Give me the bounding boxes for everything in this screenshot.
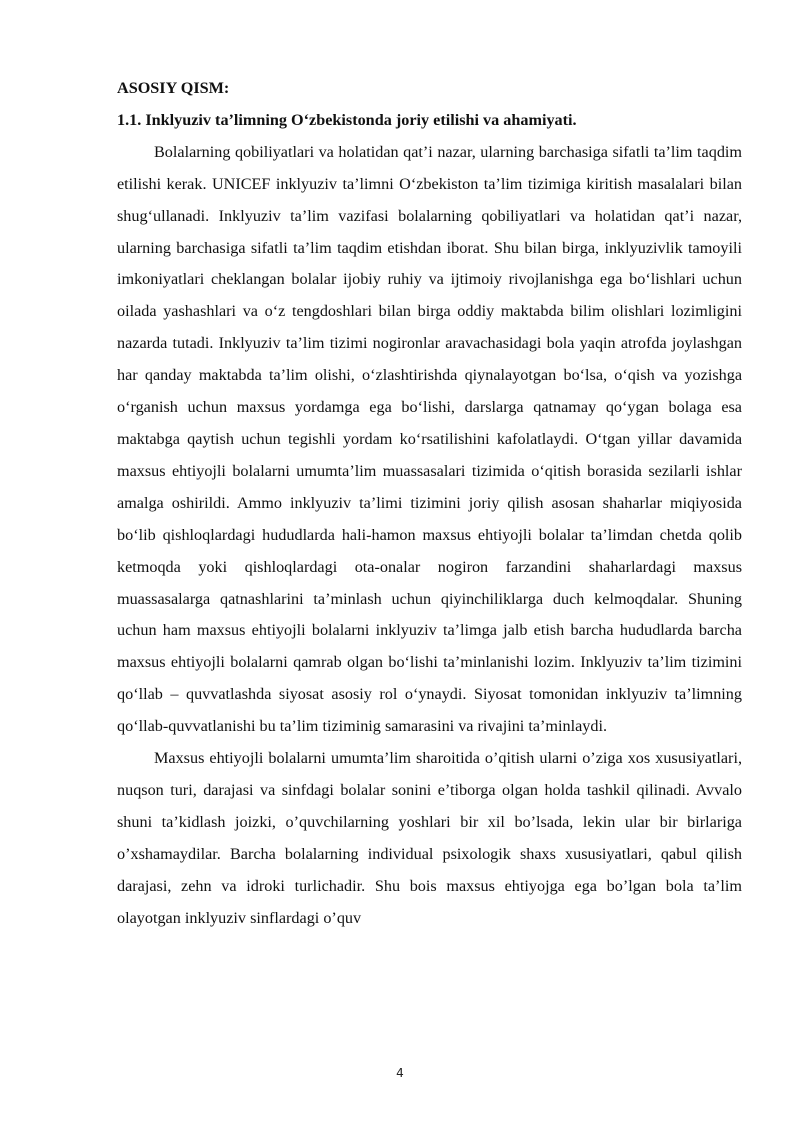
page-number: 4: [396, 1066, 404, 1080]
body-paragraph-1: Bolalarning qobiliyatlari va holatidan qat’i nazar, ularning barchasiga sifatli ta’lim taqdim etilishi kerak. UNICEF inklyuziv ta’limni O‘zbekiston ta’lim tizimiga kiritish masalalari bilan shug‘ullanadi. Inklyuziv ta’lim vazifasi bolalarning qobiliyatlari va holatidan qat’i nazar, ularning barchasiga sifatli ta’lim taqdim etishdan iborat. Shu bilan birga, inklyuzivlik tamoyili imkoniyatlari cheklangan bolalar ijobiy ruhiy va ijtimoiy rivojlanishga ega bo‘lishlari uchun oilada yashashlari va o‘z tengdoshlari bilan birga oddiy maktabda bilim olishlari lozimligini nazarda tutadi. Inklyuziv ta’lim tizimi nogironlar aravachasidagi bola yaqin atrofda joylashgan har qanday maktabda ta’lim olishi, o‘zlashtirishda qiynalayotgan bo‘lsa, o‘qish va yozishga o‘rganish uchun maxsus yordamga ega bo‘lishi, darslarga qatnamay qo‘ygan bolaga esa maktabga qaytish uchun tegishli yordam ko‘rsatilishini kafolatlaydi. O‘tgan yillar davamida maxsus ehtiyojli bolalarni umumta’lim muassasalari tizimida o‘qitish borasida sezilarli ishlar amalga oshirildi. Ammo inklyuziv ta’limi tizimini joriy qilish asosan shaharlar miqiyosida bo‘lib qishloqlardagi hududlarda hali-hamon maxsus ehtiyojli bolalar ta’limdan chetda qolib ketmoqda yoki qishloqlardagi ota-onalar nogiron farzandini shaharlardagi maxsus muassasalarga qatnashlarini ta’minlash uchun qiyinchiliklarga duch kelmoqdalar. Shuning uchun ham maxsus ehtiyojli bolalarni inklyuziv ta’limga jalb etish barcha hududlarda barcha maxsus ehtiyojli bolalarni qamrab olgan bo‘lishi ta’minlanishi lozim. Inklyuziv ta’lim tizimini qo‘llab – quvvatlashda siyosat asosiy rol o‘ynaydi. Siyosat tomonidan inklyuziv ta’limning qo‘llab-quvvatlanishi bu ta’lim tiziminig samarasini va rivajini ta’minlaydi.: [117, 142, 742, 736]
body-paragraph-2: Maxsus ehtiyojli bolalarni umumta’lim sharoitida o’qitish ularni o’ziga xos xususiyatlari, nuqson turi, darajasi va sinfdagi bolalar sonini e’tiborga olgan holda tashkil qilinadi. Avvalo shuni ta’kidlash joizki, o’quvchilarning yoshlari bir xil bo’lsada, lekin ular bir birlariga o’xshamaydilar. Barcha bolalarning individual psixologik shaxs xususiyatlari, qabul qilish darajasi, zehn va idroki turlichadir. Shu bois maxsus ehtiyojga ega bo’lgan bola ta’lim olayotgan inklyuziv sinflardagi o’quv: [117, 749, 742, 927]
section-title: ASOSIY QISM:: [117, 79, 230, 97]
document-page: [117, 73, 742, 934]
subsection-title: 1.1. Inklyuziv ta’limning O‘zbekistonda joriy etilishi va ahamiyati.: [117, 110, 577, 129]
